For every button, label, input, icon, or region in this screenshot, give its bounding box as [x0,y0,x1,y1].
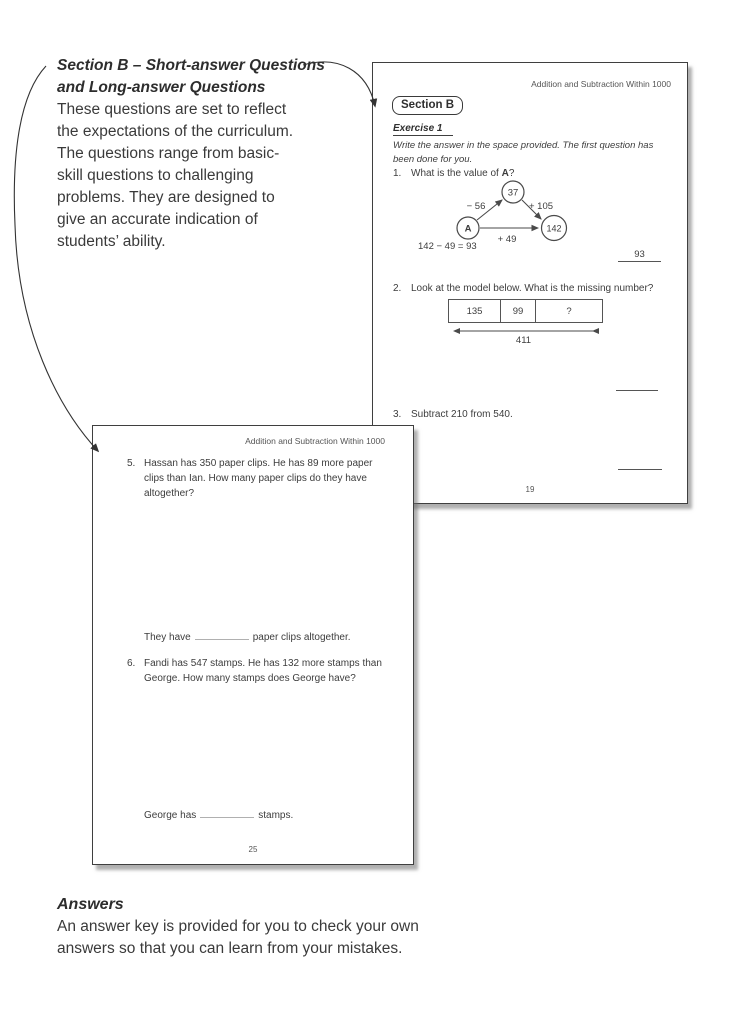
bar-model [448,299,603,323]
question-2 [393,281,653,296]
annotation-answers [57,894,517,960]
annotation-body-line: The questions range from basic- [57,145,280,162]
annotation-body-line: These questions are set to reflect [57,101,287,118]
instruction-text [393,139,683,166]
exercise-label: Exercise 1 [393,123,453,136]
annotation-body-line: answers so that you can learn from your mistakes. [57,940,403,957]
page-number: 19 [525,485,535,494]
bar-model-total: 411 [515,335,532,346]
annotation-heading-line2: and Long-answer Questions [57,79,266,96]
question-text: Subtract 210 from 540. [411,409,513,420]
workbook-page-25 [92,425,414,865]
workbook-page-19 [372,62,688,504]
bar-cell-unknown: ? [566,305,572,317]
question-text-line: George. How many stamps does George have? [144,673,356,684]
question-6 [127,656,382,686]
bar-cell-99: 99 [500,300,536,322]
page-number: 25 [248,845,258,854]
annotation-body [57,916,517,960]
question-5 [127,456,372,501]
annotation-body-line: An answer key is provided for you to check your own [57,918,419,935]
annotation-body-line: problems. They are designed to [57,189,275,206]
worked-solution: 142 − 49 = 93 [418,241,477,252]
page-header: Addition and Subtraction Within 1000 [531,79,671,89]
annotation-body-line: students’ ability. [57,233,166,250]
sentence-before: They have [144,632,191,643]
instruction-line: Write the answer in the space provided. The first question has [393,140,654,151]
question-text [144,456,372,501]
answer-sentence-q6 [144,807,293,821]
annotation-heading-line1: Section B – Short-answer Questions [57,57,325,74]
bar-cell-135: 135 [466,305,483,317]
annotation-body-line: the expectations of the curriculum. [57,123,294,140]
answer-blank [195,629,249,640]
answer-line-q3 [618,456,662,470]
question-text-bold: A [501,168,509,179]
question-text-part: What is the value of [411,168,502,179]
question-number: 2. [393,283,402,294]
sentence-after: stamps. [258,810,294,821]
section-b-badge: Section B [392,96,463,115]
annotation-section-b [57,55,337,253]
answer-line-q2 [616,377,658,391]
annotation-body [57,99,337,253]
annotation-heading: Answers [57,896,124,913]
annotation-heading [57,55,337,99]
question-text-line: Fandi has 547 stamps. He has 132 more stamps than [144,658,382,669]
question-text [144,656,382,686]
question-3 [393,407,513,422]
annotation-body-line: skill questions to challenging [57,167,254,184]
question-text-line: altogether? [144,488,195,499]
answer-sentence-q5 [144,629,351,643]
edge-label-plus-49: + 49 [497,234,517,245]
question-text: Look at the model below. What is the missing number? [411,283,654,294]
sentence-before: George has [144,810,197,821]
answer-line-q1: 93 [618,249,661,262]
node-label-a: A [464,223,472,235]
question-number: 1. [393,168,402,179]
node-label-142: 142 [546,223,562,234]
node-label-37: 37 [507,187,519,199]
question-number: 5. [127,458,136,469]
instruction-line: been done for you. [393,153,473,165]
question-number: 6. [127,658,136,669]
edge-label-plus-105: + 105 [528,201,554,212]
edge-label-minus-56: − 56 [466,201,486,212]
page-header: Addition and Subtraction Within 1000 [245,436,385,446]
question-text-line: Hassan has 350 paper clips. He has 89 more paper [144,458,373,469]
question-number: 3. [393,409,402,420]
question-text-part: ? [508,168,515,179]
annotation-body-line: give an accurate indication of [57,211,258,228]
sentence-after: paper clips altogether. [252,632,351,643]
question-text-line: clips than Ian. How many paper clips do they have [144,473,367,484]
answer-blank [200,807,254,818]
